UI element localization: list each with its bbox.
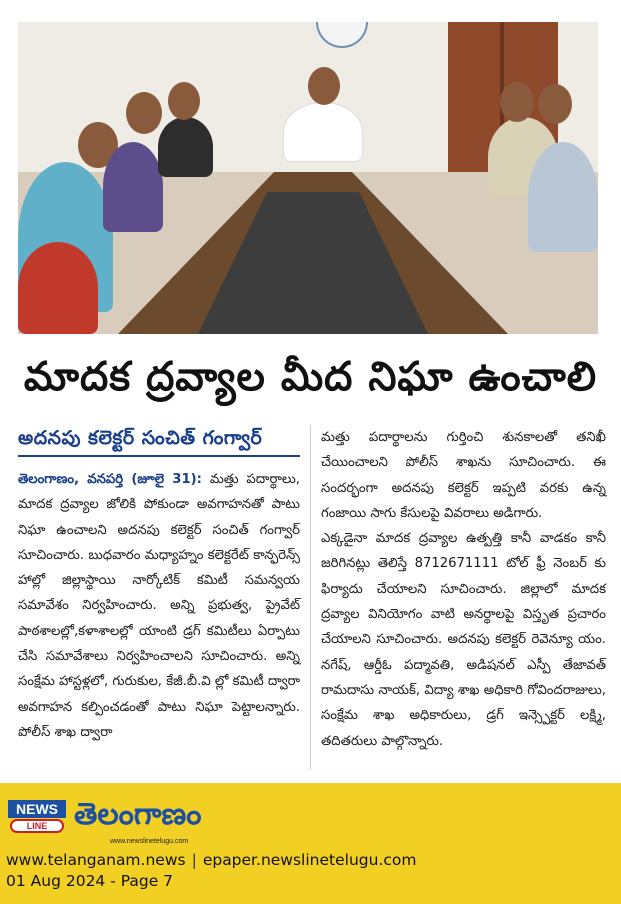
link-separator: | [191,851,197,869]
byline: అదనపు కలెక్టర్ సంచిత్ గంగ్వార్ [18,425,300,457]
brand-name: తెలంగాణం [74,797,202,832]
site-link-epaper[interactable]: epaper.newslinetelugu.com [202,851,417,869]
photo-head [308,67,340,105]
article-right-paragraph-1: మత్తు పదార్థాలను గుర్తించి శునకాలతో తనిఖీ చేయించాలని పోలీస్ శాఖను సూచించారు. ఈ సందర్భంగా అదనపు కలెక్టర్ ఇప్పటి వరకు ఉన్న గంజాయి సాగు కేసులపై వివరాలు అడిగారు. [321,430,606,521]
date-page-label: 01 Aug 2024 - Page 7 [6,872,174,890]
dateline: తెలంగాణం, వనపర్తి (జూలై 31): [18,472,202,487]
footer [0,783,621,904]
publication-logo [8,795,201,841]
headline: మాదక ద్రవ్యాల మీద నిఘా ఉంచాలి [23,354,598,400]
photo-person [528,142,598,252]
photo-head [500,82,534,122]
article-right-column [321,425,606,754]
meeting-photo [18,22,598,334]
article-left-column [18,425,300,745]
article-right-paragraph-2: ఎక్కడైనా మాదక ద్రవ్యాల ఉత్పత్తి కానీ వాడకం కానీ జరిగినట్లు తెలిస్తే 8712671111 టోల్ ఫ్రీ నెంబర్ కు ఫిర్యాదు చేయాలని సూచించారు. జిల్లాలో మాదక ద్రవ్యాల వినియోగం వాటి అనర్థాలపై విస్తృత ప్రచారం చేయాలని సూచించారు. అదనపు కలెక్టర్ రెవెన్యూ యం. నగేష్, ఆర్డీఓ పద్మావతి, అడిషనల్ ఎస్పీ తేజావత్ రామదాసు నాయక్, విద్యా శాఖ అధికారి గోవిందరాజులు, సంక్షేమ శాఖ అధికారులు, డ్రగ్ ఇన్స్పెక్టర్ లక్ష్మి, తదితరులు పాల్గొన్నారు. [321,531,606,749]
photo-head [126,92,162,134]
badge-line-text: LINE [10,819,64,833]
photo-person [103,142,163,232]
brand-website: www.newslinetelugu.com [110,838,189,845]
article-left-body: మత్తు పదార్థాలు, మాదక ద్రవ్యాల జోలికి పోకుండా అవగాహనతో పాటు నిఘా ఉంచాలని అదనపు కలెక్టర్ సంచిత్ గంగ్వార్ సూచించారు. బుధవారం మధ్యాహ్నం కలెక్టరేట్ కాన్ఫరెన్స్ హాల్లో జిల్లాస్థాయి నార్కోటిక్ కమిటీ సమన్వయ సమావేశం నిర్వహించారు. అన్ని ప్రభుత్వ, ప్రైవేట్ పాఠశాలల్లో,కళాశాలల్లో యాంటి డ్రగ్ కమిటీలు ఏర్పాటు చేసి సమావేశాలు నిర్వహించాలని సూచించారు. అన్ని సంక్షేమ హాస్టళ్లలో, గురుకుల, కేజీ.బీ.వి ల్లో కమిటీ ద్వారా అవగాహన కల్పించడంతో పాటు నిఘా పెట్టాలన్నారు. పోలీస్ శాఖ ద్వారా [18,472,300,740]
photo-person [18,242,98,334]
top-strip [0,0,621,18]
photo-head [168,82,200,120]
column-divider [310,425,311,770]
photo-head [538,84,572,124]
photo-person [158,117,213,177]
article-lead-paragraph [18,467,300,745]
newsline-badge [8,798,66,838]
photo-person [283,102,363,162]
footer-links [6,851,416,869]
badge-news-text: NEWS [8,800,66,818]
site-link-telanganam[interactable]: www.telanganam.news [6,851,186,869]
